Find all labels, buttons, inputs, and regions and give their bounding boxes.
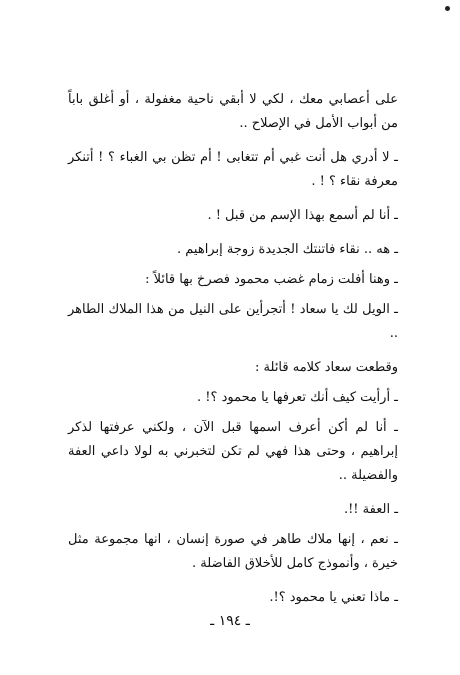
paragraph: ـ وهنا أفلت زمام غضب محمود فصرخ بها قائلاً : [145, 272, 398, 287]
page-number: ـ ١٩٤ ـ [210, 613, 250, 629]
paragraph: وقطعت سعاد كلامه قائلة : [255, 360, 398, 375]
paragraph: على أعصابي معك ، لكي لا أبقي ناحية مغفولة ، أو أغلق باباً من أبواب الأمل في الإصلاح .. [68, 92, 398, 131]
ink-dot [445, 6, 450, 11]
paragraph: ـ العفة !!. [343, 502, 398, 517]
paragraph: ـ نعم ، إنها ملاك طاهر في صورة إنسان ، انها مجموعة مثل خيرة ، وأنموذج كامل للأخلاق الفاضلة . [68, 532, 398, 571]
paragraph: ـ الويل لك يا سعاد ! أتجرأين على النيل من هذا الملاك الطاهر .. [68, 302, 398, 341]
paragraph: ـ أنا لم أسمع بهذا الإسم من قبل ! . [207, 208, 398, 223]
paragraph: ـ هه .. نقاء فاتنتك الجديدة زوجة إبراهيم . [177, 242, 398, 257]
paragraph: ـ ماذا تعني يا محمود ؟!. [269, 590, 398, 605]
paragraph: ـ أرأيت كيف أنك تعرفها يا محمود ؟! . [197, 390, 398, 405]
paragraph: ـ لا أدري هل أنت غبي أم تتغابى ! أم تظن بي الغباء ؟ ! أتنكر معرفة نقاء ؟ ! . [68, 150, 398, 189]
body-text [68, 88, 398, 620]
paragraph: ـ أنا لم أكن أعرف اسمها قبل الآن ، ولكني عرفتها لذكر إبراهيم ، وحتى هذا فهي لم تكن لتخبرني به لولا داعي العفة والفضيلة .. [68, 420, 398, 483]
